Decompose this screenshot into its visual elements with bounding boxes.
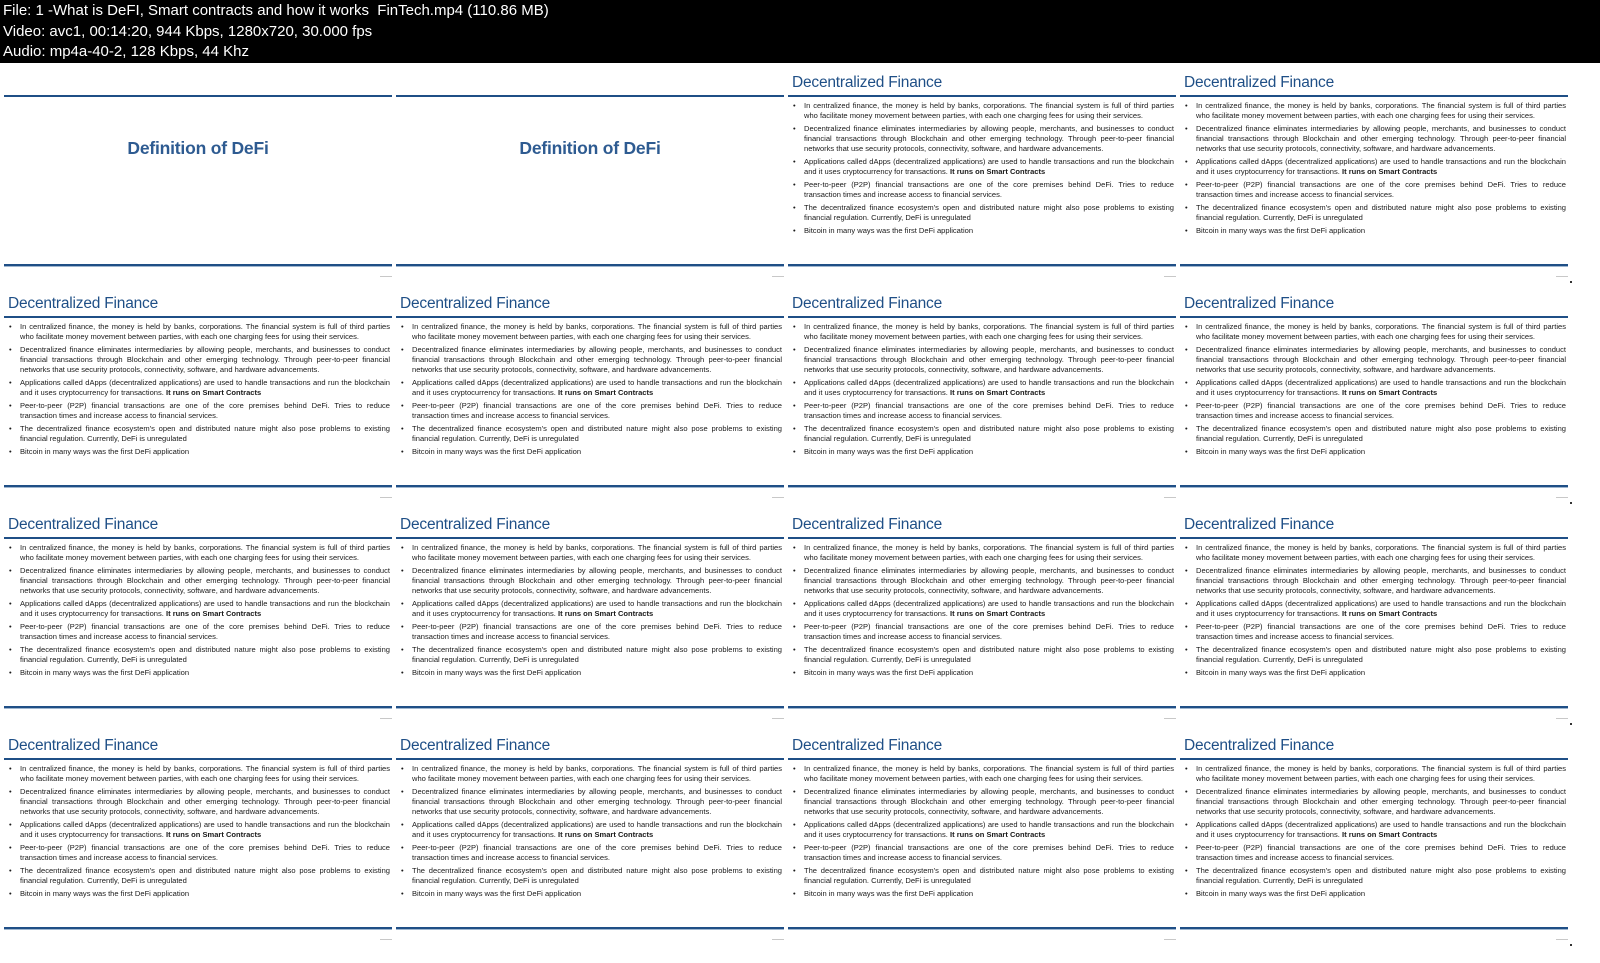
thumbnail-decentralized-finance-slide (1176, 507, 1572, 725)
slide-bullet (6, 543, 390, 563)
slide-top-rule (1180, 95, 1568, 97)
slide-bullet-text: The decentralized finance ecosystem's open and distributed nature might also pose problems to existing financial regulation. Currently, DeFi is unregulated (1196, 202, 1566, 222)
slide-bullet-text: Bitcoin in many ways was the first DeFi application (804, 667, 974, 677)
slide-bullet-text: The decentralized finance ecosystem's open and distributed nature might also pose problems to existing financial regulation. Currently, DeFi is unregulated (412, 865, 782, 885)
slide-bullet-text: Applications called dApps (decentralized applications) are used to handle transactions and run the blockchain and it uses cryptocurrency for transactions. (804, 598, 1174, 618)
slide-bullet-text: Applications called dApps (decentralized applications) are used to handle transactions and run the blockchain and it uses cryptocurrency for transactions. (20, 819, 390, 839)
slide-bullet-text: Bitcoin in many ways was the first DeFi application (20, 446, 190, 456)
slide-bullet (790, 543, 1174, 563)
slide-bullet-text: Peer-to-peer (P2P) financial transactions are one of the core premises behind DeFi. Tries to reduce transaction times and increase access to financial services. (20, 621, 390, 641)
slide-bullet-text: Decentralized finance eliminates intermediaries by allowing people, merchants, and businesses to conduct financial transactions through Blockchain and other emerging technology. Through peer-to-peer financial networks that use security protocols, connectivity, software, and hardware advancements. (1196, 786, 1566, 816)
slide-bullet-text: The decentralized finance ecosystem's open and distributed nature might also pose problems to existing financial regulation. Currently, DeFi is unregulated (412, 644, 782, 664)
slide-bullet (6, 820, 390, 840)
slide-bullet-text: Bitcoin in many ways was the first DeFi application (1196, 888, 1366, 898)
slide-top-rule (4, 316, 392, 318)
slide-bullet-text: Applications called dApps (decentralized applications) are used to handle transactions and run the blockchain and it uses cryptocurrency for transactions. (1196, 819, 1566, 839)
slide-bullet-text: Applications called dApps (decentralized applications) are used to handle transactions and run the blockchain and it uses cryptocurrency for transactions. (1196, 377, 1566, 397)
slide-bullet-list (6, 322, 390, 460)
slide-bullet-text: Applications called dApps (decentralized applications) are used to handle transactions and run the blockchain and it uses cryptocurrency for transactions. (804, 377, 1174, 397)
thumbnail-decentralized-finance-slide (1176, 286, 1572, 504)
slide-corner-mark (380, 276, 392, 280)
slide-bullet-text: Peer-to-peer (P2P) financial transactions are one of the core premises behind DeFi. Tries to reduce transaction times and increase access to financial services. (804, 621, 1174, 641)
slide-bullet (6, 424, 390, 444)
slide-bullet-list (790, 101, 1174, 239)
slide-bullet (1182, 124, 1566, 153)
slide-bullet (398, 787, 782, 816)
slide-bullet (6, 764, 390, 784)
slide-bullet-list (790, 543, 1174, 681)
slide-corner-tick (1570, 281, 1572, 283)
slide-bullet-text: Peer-to-peer (P2P) financial transactions are one of the core premises behind DeFi. Tries to reduce transaction times and increase access to financial services. (412, 842, 782, 862)
slide-bullet (790, 157, 1174, 177)
slide-top-rule (396, 316, 784, 318)
slide-corner-mark (1164, 939, 1176, 943)
slide-bullet-text: In centralized finance, the money is held by banks, corporations. The financial system is full of third parties who facilitate money movement between parties, with each one charging fees for using their services. (1196, 322, 1566, 341)
slide-bullet (6, 866, 390, 886)
thumbnail-decentralized-finance-slide (784, 507, 1180, 725)
slide-top-rule (4, 95, 392, 97)
thumbnail-definition-slide (392, 65, 788, 283)
slide-title: Decentralized Finance (1184, 74, 1335, 91)
slide-bullet-bold: It runs on Smart Contracts (1341, 387, 1438, 397)
slide-top-rule (1180, 316, 1568, 318)
thumbnail-definition-slide (0, 65, 396, 283)
slide-bottom-rule-light (1180, 708, 1568, 709)
slide-bottom-rule-light (1180, 266, 1568, 267)
slide-bullet (398, 424, 782, 444)
slide-bullet (790, 203, 1174, 223)
slide-bullet-text: Decentralized finance eliminates intermediaries by allowing people, merchants, and businesses to conduct financial transactions through Blockchain and other emerging technology. Through peer-to-peer financial networks that use security protocols, connectivity, software, and hardware advancements. (804, 344, 1174, 374)
slide-bullet (6, 843, 390, 863)
slide-bullet (6, 378, 390, 398)
slide-bullet (790, 787, 1174, 816)
slide-bottom-rule-light (788, 929, 1176, 930)
slide-corner-mark (772, 718, 784, 722)
slide-top-rule (396, 758, 784, 760)
slide-bullet (398, 599, 782, 619)
thumbnail-decentralized-finance-slide (784, 728, 1180, 946)
slide-bullet (790, 599, 1174, 619)
slide-top-rule (1180, 537, 1568, 539)
thumbnail-decentralized-finance-slide (0, 507, 396, 725)
slide-bullet-bold: It runs on Smart Contracts (1341, 829, 1438, 839)
slide-bullet (6, 599, 390, 619)
slide-bullet (1182, 543, 1566, 563)
slide-bullet-text: Decentralized finance eliminates intermediaries by allowing people, merchants, and businesses to conduct financial transactions through Blockchain and other emerging technology. Through peer-to-peer financial networks that use security protocols, connectivity, software, and hardware advancements. (20, 344, 390, 374)
slide-bullet-text: Applications called dApps (decentralized applications) are used to handle transactions and run the blockchain and it uses cryptocurrency for transactions. (1196, 598, 1566, 618)
slide-bullet-text: In centralized finance, the money is held by banks, corporations. The financial system is full of third parties who facilitate money movement between parties, with each one charging fees for using their services. (20, 322, 390, 341)
slide-bullet-text: Decentralized finance eliminates intermediaries by allowing people, merchants, and businesses to conduct financial transactions through Blockchain and other emerging technology. Through peer-to-peer financial networks that use security protocols, connectivity, software, and hardware advancements. (1196, 123, 1566, 153)
slide-title: Decentralized Finance (792, 295, 943, 312)
slide-title: Decentralized Finance (792, 516, 943, 533)
slide-bullet (790, 889, 1174, 899)
slide-corner-mark (1556, 497, 1568, 501)
slide-corner-mark (1164, 718, 1176, 722)
slide-bullet-text: In centralized finance, the money is held by banks, corporations. The financial system is full of third parties who facilitate money movement between parties, with each one charging fees for using their services. (1196, 101, 1566, 120)
slide-corner-mark (1556, 276, 1568, 280)
slide-bullet-text: In centralized finance, the money is held by banks, corporations. The financial system is full of third parties who facilitate money movement between parties, with each one charging fees for using their services. (804, 101, 1174, 120)
slide-bullet-text: Applications called dApps (decentralized applications) are used to handle transactions and run the blockchain and it uses cryptocurrency for transactions. (412, 377, 782, 397)
slide-bullet-list (790, 322, 1174, 460)
slide-bullet (398, 645, 782, 665)
slide-bullet-list (6, 764, 390, 902)
slide-bullet-list (1182, 764, 1566, 902)
slide-bullet (1182, 843, 1566, 863)
slide-bullet-text: In centralized finance, the money is held by banks, corporations. The financial system is full of third parties who facilitate money movement between parties, with each one charging fees for using their services. (412, 322, 782, 341)
slide-bullet-text: In centralized finance, the money is held by banks, corporations. The financial system is full of third parties who facilitate money movement between parties, with each one charging fees for using their services. (804, 764, 1174, 783)
slide-corner-mark (772, 497, 784, 501)
slide-bullet (1182, 322, 1566, 342)
slide-title: Decentralized Finance (792, 737, 943, 754)
slide-bullet-text: Decentralized finance eliminates intermediaries by allowing people, merchants, and businesses to conduct financial transactions through Blockchain and other emerging technology. Through peer-to-peer financial networks that use security protocols, connectivity, software, and hardware advancements. (412, 565, 782, 595)
slide-bullet (1182, 820, 1566, 840)
slide-bullet-text: The decentralized finance ecosystem's open and distributed nature might also pose problems to existing financial regulation. Currently, DeFi is unregulated (20, 865, 390, 885)
slide-title: Definition of DeFi (127, 138, 269, 158)
slide-bullet (398, 889, 782, 899)
slide-bottom-rule-light (4, 929, 392, 930)
thumbnail-decentralized-finance-slide (1176, 728, 1572, 946)
slide-bottom-rule-light (788, 266, 1176, 267)
slide-bullet (1182, 180, 1566, 200)
thumbnail-decentralized-finance-slide (392, 507, 788, 725)
slide-bullet-text: Applications called dApps (decentralized applications) are used to handle transactions and run the blockchain and it uses cryptocurrency for transactions. (1196, 156, 1566, 176)
slide-bullet-text: Bitcoin in many ways was the first DeFi application (804, 446, 974, 456)
slide-bullet-text: Decentralized finance eliminates intermediaries by allowing people, merchants, and businesses to conduct financial transactions through Blockchain and other emerging technology. Through peer-to-peer financial networks that use security protocols, connectivity, software, and hardware advancements. (20, 565, 390, 595)
slide-bullet-text: Applications called dApps (decentralized applications) are used to handle transactions and run the blockchain and it uses cryptocurrency for transactions. (20, 377, 390, 397)
slide-bullet (6, 447, 390, 457)
slide-bullet-text: Peer-to-peer (P2P) financial transactions are one of the core premises behind DeFi. Tries to reduce transaction times and increase access to financial services. (1196, 400, 1566, 420)
slide-bullet (6, 345, 390, 374)
slide-bullet (398, 378, 782, 398)
slide-bullet-bold: It runs on Smart Contracts (165, 829, 262, 839)
slide-bottom-rule-light (4, 487, 392, 488)
slide-bullet (6, 787, 390, 816)
slide-bullet (6, 668, 390, 678)
slide-bullet-text: Bitcoin in many ways was the first DeFi application (1196, 225, 1366, 235)
slide-bullet-text: The decentralized finance ecosystem's open and distributed nature might also pose problems to existing financial regulation. Currently, DeFi is unregulated (804, 202, 1174, 222)
slide-bullet (1182, 345, 1566, 374)
slide-bullet-text: In centralized finance, the money is held by banks, corporations. The financial system is full of third parties who facilitate money movement between parties, with each one charging fees for using their services. (412, 543, 782, 562)
slide-title: Definition of DeFi (519, 138, 661, 158)
slide-bullet (790, 645, 1174, 665)
thumbnail-grid (0, 63, 1600, 963)
slide-bottom-rule-light (396, 487, 784, 488)
slide-bullet-text: Decentralized finance eliminates intermediaries by allowing people, merchants, and businesses to conduct financial transactions through Blockchain and other emerging technology. Through peer-to-peer financial networks that use security protocols, connectivity, software, and hardware advancements. (804, 786, 1174, 816)
slide-bullet-text: Decentralized finance eliminates intermediaries by allowing people, merchants, and businesses to conduct financial transactions through Blockchain and other emerging technology. Through peer-to-peer financial networks that use security protocols, connectivity, software, and hardware advancements. (804, 565, 1174, 595)
slide-bullet (790, 401, 1174, 421)
slide-bullet-text: Peer-to-peer (P2P) financial transactions are one of the core premises behind DeFi. Tries to reduce transaction times and increase access to financial services. (804, 842, 1174, 862)
slide-bullet (398, 401, 782, 421)
slide-top-rule (4, 537, 392, 539)
slide-bullet (6, 889, 390, 899)
slide-bullet-bold: It runs on Smart Contracts (557, 608, 654, 618)
slide-bullet-text: Peer-to-peer (P2P) financial transactions are one of the core premises behind DeFi. Tries to reduce transaction times and increase access to financial services. (412, 621, 782, 641)
slide-bullet-bold: It runs on Smart Contracts (949, 166, 1046, 176)
slide-bullet (790, 447, 1174, 457)
slide-bullet (1182, 226, 1566, 236)
slide-bullet (398, 345, 782, 374)
slide-top-rule (788, 758, 1176, 760)
thumbnail-decentralized-finance-slide (1176, 65, 1572, 283)
video-info-line: Video: avc1, 00:14:20, 944 Kbps, 1280x720, 30.000 fps (3, 22, 373, 40)
slide-bullet (790, 124, 1174, 153)
slide-bullet-text: The decentralized finance ecosystem's open and distributed nature might also pose problems to existing financial regulation. Currently, DeFi is unregulated (1196, 865, 1566, 885)
slide-bottom-rule-light (396, 266, 784, 267)
slide-corner-tick (1570, 502, 1572, 504)
slide-bullet (1182, 622, 1566, 642)
slide-corner-mark (380, 718, 392, 722)
slide-bullet-text: Peer-to-peer (P2P) financial transactions are one of the core premises behind DeFi. Tries to reduce transaction times and increase access to financial services. (412, 400, 782, 420)
slide-bullet-text: Peer-to-peer (P2P) financial transactions are one of the core premises behind DeFi. Tries to reduce transaction times and increase access to financial services. (20, 842, 390, 862)
slide-bullet (1182, 787, 1566, 816)
slide-bullet (790, 345, 1174, 374)
slide-bullet (398, 622, 782, 642)
slide-bullet (1182, 599, 1566, 619)
slide-bullet-text: In centralized finance, the money is held by banks, corporations. The financial system is full of third parties who facilitate money movement between parties, with each one charging fees for using their services. (1196, 543, 1566, 562)
slide-title: Decentralized Finance (8, 295, 159, 312)
slide-bullet (790, 566, 1174, 595)
slide-bullet-text: Decentralized finance eliminates intermediaries by allowing people, merchants, and businesses to conduct financial transactions through Blockchain and other emerging technology. Through peer-to-peer financial networks that use security protocols, connectivity, software, and hardware advancements. (1196, 565, 1566, 595)
slide-bullet-list (398, 764, 782, 902)
slide-bullet (790, 764, 1174, 784)
slide-bullet-text: In centralized finance, the money is held by banks, corporations. The financial system is full of third parties who facilitate money movement between parties, with each one charging fees for using their services. (412, 764, 782, 783)
slide-bullet-list (790, 764, 1174, 902)
slide-bottom-rule-light (788, 487, 1176, 488)
slide-bullet-text: Peer-to-peer (P2P) financial transactions are one of the core premises behind DeFi. Tries to reduce transaction times and increase access to financial services. (20, 400, 390, 420)
slide-bullet-list (398, 322, 782, 460)
slide-bullet (1182, 668, 1566, 678)
slide-top-rule (788, 95, 1176, 97)
slide-corner-mark (1164, 497, 1176, 501)
slide-corner-mark (1556, 939, 1568, 943)
slide-bullet (790, 101, 1174, 121)
slide-corner-mark (1556, 718, 1568, 722)
slide-bullet-text: Bitcoin in many ways was the first DeFi application (1196, 446, 1366, 456)
slide-corner-mark (380, 939, 392, 943)
slide-bottom-rule-light (396, 708, 784, 709)
slide-bullet (398, 543, 782, 563)
slide-bullet (790, 622, 1174, 642)
slide-corner-tick (1570, 723, 1572, 725)
slide-bullet-bold: It runs on Smart Contracts (949, 387, 1046, 397)
slide-bullet-text: Bitcoin in many ways was the first DeFi application (1196, 667, 1366, 677)
slide-bullet (398, 668, 782, 678)
slide-bullet (1182, 866, 1566, 886)
slide-bullet-list (398, 543, 782, 681)
slide-bullet-text: Applications called dApps (decentralized applications) are used to handle transactions and run the blockchain and it uses cryptocurrency for transactions. (412, 819, 782, 839)
slide-bullet-text: Bitcoin in many ways was the first DeFi application (412, 888, 582, 898)
slide-bullet (398, 866, 782, 886)
slide-top-rule (788, 316, 1176, 318)
slide-bullet (1182, 378, 1566, 398)
slide-bullet (1182, 157, 1566, 177)
slide-bullet (1182, 764, 1566, 784)
slide-bottom-rule-light (396, 929, 784, 930)
slide-bullet (790, 424, 1174, 444)
slide-bullet (398, 843, 782, 863)
slide-bullet (790, 322, 1174, 342)
slide-bullet-text: In centralized finance, the money is held by banks, corporations. The financial system is full of third parties who facilitate money movement between parties, with each one charging fees for using their services. (1196, 764, 1566, 783)
thumbnail-decentralized-finance-slide (0, 286, 396, 504)
slide-bullet (1182, 889, 1566, 899)
slide-bullet (398, 566, 782, 595)
slide-bullet-text: Decentralized finance eliminates intermediaries by allowing people, merchants, and businesses to conduct financial transactions through Blockchain and other emerging technology. Through peer-to-peer financial networks that use security protocols, connectivity, software, and hardware advancements. (1196, 344, 1566, 374)
slide-bullet (790, 843, 1174, 863)
slide-bullet (790, 668, 1174, 678)
slide-bullet-bold: It runs on Smart Contracts (1341, 608, 1438, 618)
video-info-header (0, 0, 1600, 63)
slide-bullet-text: Applications called dApps (decentralized applications) are used to handle transactions and run the blockchain and it uses cryptocurrency for transactions. (804, 156, 1174, 176)
slide-bullet-list (1182, 322, 1566, 460)
slide-bullet-text: The decentralized finance ecosystem's open and distributed nature might also pose problems to existing financial regulation. Currently, DeFi is unregulated (804, 865, 1174, 885)
slide-bullet-text: The decentralized finance ecosystem's open and distributed nature might also pose problems to existing financial regulation. Currently, DeFi is unregulated (1196, 423, 1566, 443)
slide-bullet (1182, 566, 1566, 595)
slide-bullet (1182, 447, 1566, 457)
slide-bullet (790, 820, 1174, 840)
slide-bullet (790, 180, 1174, 200)
slide-top-rule (1180, 758, 1568, 760)
slide-bullet-bold: It runs on Smart Contracts (557, 829, 654, 839)
slide-title: Decentralized Finance (1184, 295, 1335, 312)
slide-corner-tick (1570, 944, 1572, 946)
slide-bullet-text: Peer-to-peer (P2P) financial transactions are one of the core premises behind DeFi. Tries to reduce transaction times and increase access to financial services. (804, 400, 1174, 420)
slide-bullet-text: Peer-to-peer (P2P) financial transactions are one of the core premises behind DeFi. Tries to reduce transaction times and increase access to financial services. (1196, 179, 1566, 199)
slide-bullet-bold: It runs on Smart Contracts (557, 387, 654, 397)
slide-top-rule (788, 537, 1176, 539)
slide-bullet-text: In centralized finance, the money is held by banks, corporations. The financial system is full of third parties who facilitate money movement between parties, with each one charging fees for using their services. (804, 543, 1174, 562)
slide-bullet-text: The decentralized finance ecosystem's open and distributed nature might also pose problems to existing financial regulation. Currently, DeFi is unregulated (804, 423, 1174, 443)
slide-bullet-list (6, 543, 390, 681)
slide-bullet-text: Applications called dApps (decentralized applications) are used to handle transactions and run the blockchain and it uses cryptocurrency for transactions. (804, 819, 1174, 839)
slide-bullet-text: Peer-to-peer (P2P) financial transactions are one of the core premises behind DeFi. Tries to reduce transaction times and increase access to financial services. (804, 179, 1174, 199)
thumbnail-decentralized-finance-slide (392, 286, 788, 504)
thumbnail-decentralized-finance-slide (784, 65, 1180, 283)
slide-top-rule (396, 537, 784, 539)
slide-title: Decentralized Finance (400, 295, 551, 312)
slide-bullet-text: In centralized finance, the money is held by banks, corporations. The financial system is full of third parties who facilitate money movement between parties, with each one charging fees for using their services. (20, 543, 390, 562)
slide-title: Decentralized Finance (8, 737, 159, 754)
slide-bullet (398, 820, 782, 840)
thumbnail-decentralized-finance-slide (784, 286, 1180, 504)
slide-bullet-text: The decentralized finance ecosystem's open and distributed nature might also pose problems to existing financial regulation. Currently, DeFi is unregulated (412, 423, 782, 443)
slide-bullet-text: Decentralized finance eliminates intermediaries by allowing people, merchants, and businesses to conduct financial transactions through Blockchain and other emerging technology. Through peer-to-peer financial networks that use security protocols, connectivity, software, and hardware advancements. (412, 344, 782, 374)
slide-title: Decentralized Finance (1184, 737, 1335, 754)
slide-bullet (398, 447, 782, 457)
slide-bullet (398, 764, 782, 784)
slide-bullet-text: The decentralized finance ecosystem's open and distributed nature might also pose problems to existing financial regulation. Currently, DeFi is unregulated (20, 423, 390, 443)
slide-title: Decentralized Finance (400, 737, 551, 754)
slide-bullet-text: Decentralized finance eliminates intermediaries by allowing people, merchants, and businesses to conduct financial transactions through Blockchain and other emerging technology. Through peer-to-peer financial networks that use security protocols, connectivity, software, and hardware advancements. (20, 786, 390, 816)
slide-corner-mark (1164, 276, 1176, 280)
slide-bullet-text: Decentralized finance eliminates intermediaries by allowing people, merchants, and businesses to conduct financial transactions through Blockchain and other emerging technology. Through peer-to-peer financial networks that use security protocols, connectivity, software, and hardware advancements. (804, 123, 1174, 153)
slide-bullet (6, 401, 390, 421)
audio-info-line: Audio: mp4a-40-2, 128 Kbps, 44 Khz (3, 43, 249, 60)
slide-bullet-text: The decentralized finance ecosystem's open and distributed nature might also pose problems to existing financial regulation. Currently, DeFi is unregulated (804, 644, 1174, 664)
slide-corner-mark (772, 276, 784, 280)
slide-bullet (6, 322, 390, 342)
slide-bullet-bold: It runs on Smart Contracts (165, 387, 262, 397)
slide-bullet (6, 566, 390, 595)
slide-bullet-text: In centralized finance, the money is held by banks, corporations. The financial system is full of third parties who facilitate money movement between parties, with each one charging fees for using their services. (804, 322, 1174, 341)
slide-bullet-text: Bitcoin in many ways was the first DeFi application (804, 225, 974, 235)
thumbnail-decentralized-finance-slide (0, 728, 396, 946)
slide-bullet-list (1182, 101, 1566, 239)
slide-bullet-text: The decentralized finance ecosystem's open and distributed nature might also pose problems to existing financial regulation. Currently, DeFi is unregulated (1196, 644, 1566, 664)
slide-bullet-list (1182, 543, 1566, 681)
slide-top-rule (396, 95, 784, 97)
file-info-line: File: 1 -What is DeFI, Smart contracts and how it works FinTech.mp4 (110.86 MB) (3, 2, 549, 19)
slide-bullet (1182, 203, 1566, 223)
slide-bullet (1182, 424, 1566, 444)
slide-bullet-bold: It runs on Smart Contracts (1341, 166, 1438, 176)
slide-bullet (790, 866, 1174, 886)
slide-bullet (6, 645, 390, 665)
slide-top-rule (4, 758, 392, 760)
slide-bullet (398, 322, 782, 342)
slide-bottom-rule-light (1180, 487, 1568, 488)
slide-bullet-text: Bitcoin in many ways was the first DeFi application (412, 446, 582, 456)
slide-bullet-text: Bitcoin in many ways was the first DeFi application (412, 667, 582, 677)
slide-bullet-text: Decentralized finance eliminates intermediaries by allowing people, merchants, and businesses to conduct financial transactions through Blockchain and other emerging technology. Through peer-to-peer financial networks that use security protocols, connectivity, software, and hardware advancements. (412, 786, 782, 816)
slide-title: Decentralized Finance (1184, 516, 1335, 533)
slide-bullet-bold: It runs on Smart Contracts (949, 608, 1046, 618)
slide-bullet (6, 622, 390, 642)
slide-corner-mark (380, 497, 392, 501)
slide-bottom-rule-light (4, 266, 392, 267)
slide-bottom-rule-light (4, 708, 392, 709)
thumbnail-decentralized-finance-slide (392, 728, 788, 946)
slide-bullet (790, 226, 1174, 236)
slide-bullet-bold: It runs on Smart Contracts (165, 608, 262, 618)
slide-corner-mark (772, 939, 784, 943)
slide-bullet-text: Peer-to-peer (P2P) financial transactions are one of the core premises behind DeFi. Tries to reduce transaction times and increase access to financial services. (1196, 842, 1566, 862)
slide-bullet-text: Bitcoin in many ways was the first DeFi application (804, 888, 974, 898)
slide-title: Decentralized Finance (8, 516, 159, 533)
slide-bullet-text: Applications called dApps (decentralized applications) are used to handle transactions and run the blockchain and it uses cryptocurrency for transactions. (412, 598, 782, 618)
slide-title: Decentralized Finance (792, 74, 943, 91)
slide-bullet-text: Bitcoin in many ways was the first DeFi application (20, 667, 190, 677)
slide-bottom-rule-light (1180, 929, 1568, 930)
slide-bullet-text: Peer-to-peer (P2P) financial transactions are one of the core premises behind DeFi. Tries to reduce transaction times and increase access to financial services. (1196, 621, 1566, 641)
slide-bullet (1182, 645, 1566, 665)
slide-bullet (790, 378, 1174, 398)
slide-bullet (1182, 101, 1566, 121)
slide-bottom-rule-light (788, 708, 1176, 709)
slide-bullet-text: Applications called dApps (decentralized applications) are used to handle transactions and run the blockchain and it uses cryptocurrency for transactions. (20, 598, 390, 618)
slide-bullet-text: The decentralized finance ecosystem's open and distributed nature might also pose problems to existing financial regulation. Currently, DeFi is unregulated (20, 644, 390, 664)
slide-bullet-text: Bitcoin in many ways was the first DeFi application (20, 888, 190, 898)
slide-bullet-bold: It runs on Smart Contracts (949, 829, 1046, 839)
slide-bullet-text: In centralized finance, the money is held by banks, corporations. The financial system is full of third parties who facilitate money movement between parties, with each one charging fees for using their services. (20, 764, 390, 783)
slide-bullet (1182, 401, 1566, 421)
slide-title: Decentralized Finance (400, 516, 551, 533)
